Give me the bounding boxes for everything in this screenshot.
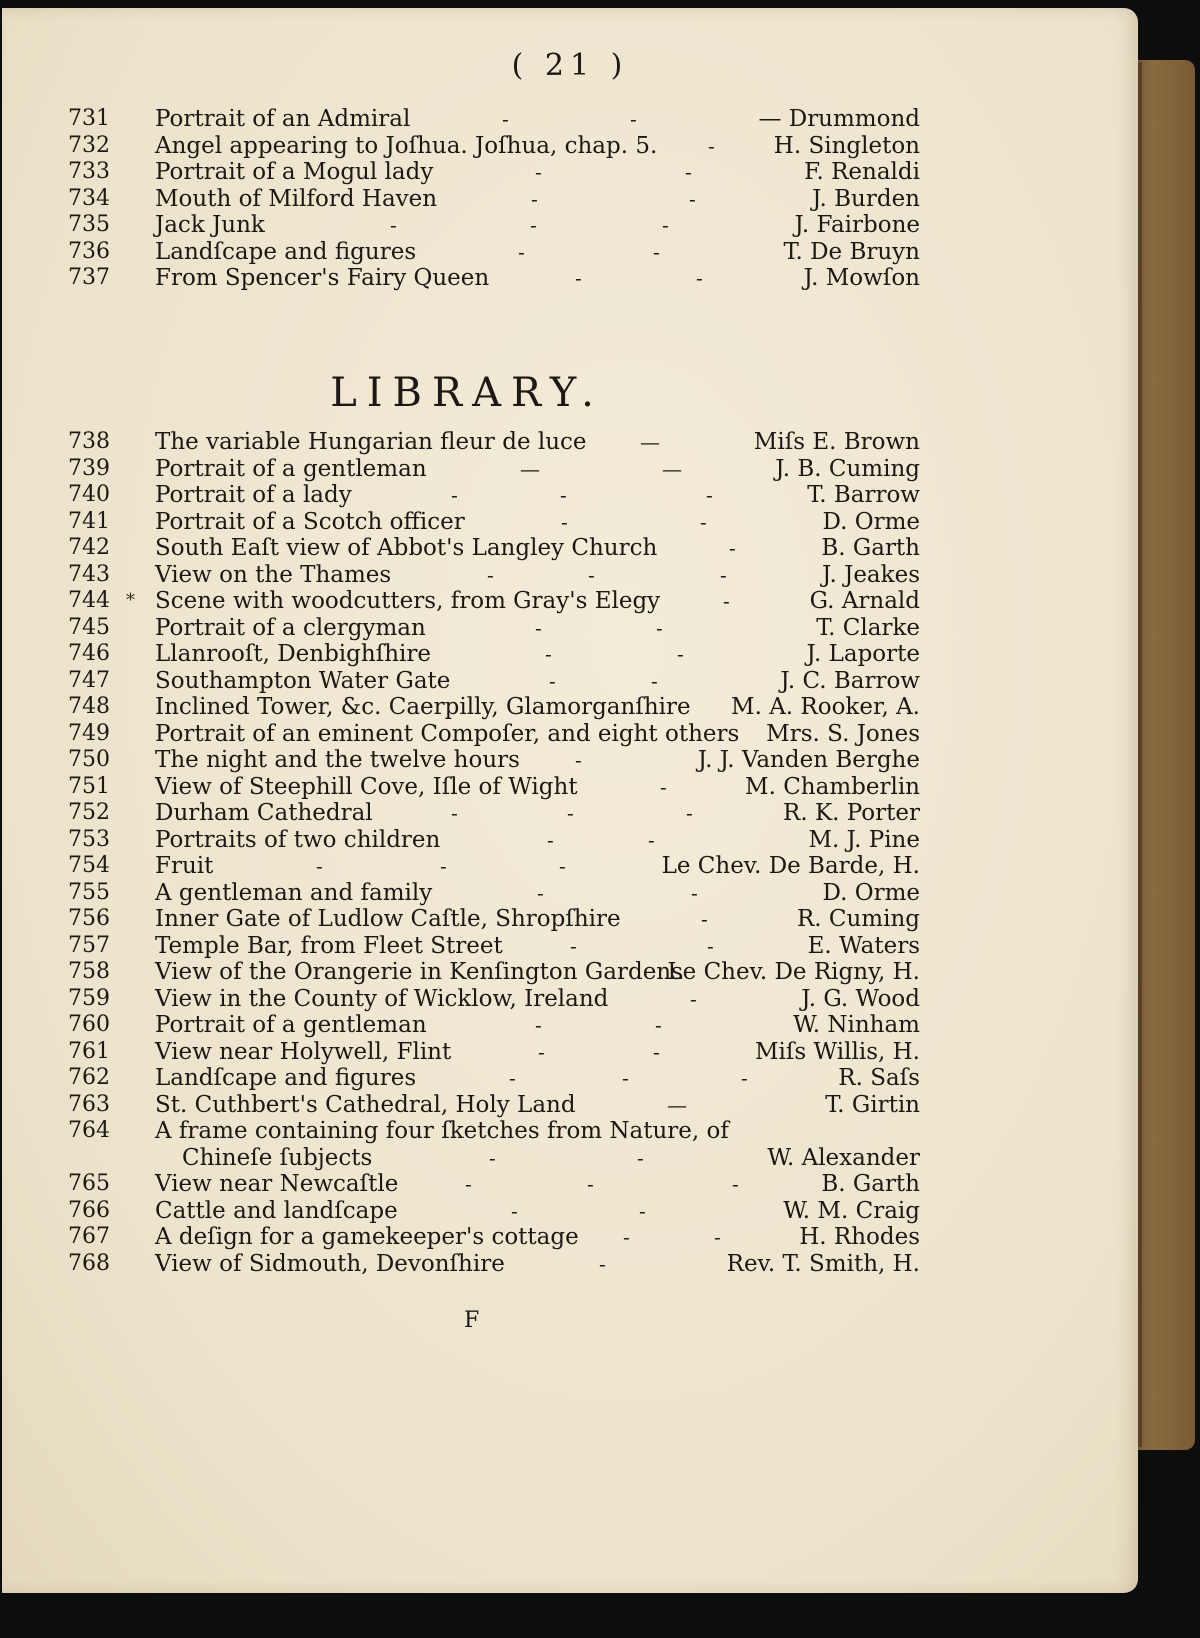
entry-artist: W. Ninham xyxy=(793,1012,920,1038)
entry-number: 762 xyxy=(68,1065,110,1090)
entry-artist: T. Barrow xyxy=(807,482,920,508)
entry-number: 766 xyxy=(68,1197,110,1223)
catalogue-entry xyxy=(2,265,1138,292)
entry-number: 761 xyxy=(68,1038,110,1064)
leader-dash: - xyxy=(451,801,458,825)
leader-dash: - xyxy=(662,213,669,237)
entry-number: 765 xyxy=(68,1171,110,1196)
leader-dash: - xyxy=(639,1198,646,1223)
catalogue-entry xyxy=(2,159,1138,186)
entry-title: Portrait of a gentleman xyxy=(155,455,427,482)
entry-title: Chineſe ſubjects xyxy=(182,1144,373,1171)
leader-dash: - xyxy=(630,107,637,131)
entry-artist: Mrs. S. Jones xyxy=(766,720,920,747)
entry-number: 740 xyxy=(68,482,110,507)
leader-dash: - xyxy=(518,239,525,264)
leader-dash: - xyxy=(575,748,582,772)
leader-dash: - xyxy=(689,186,696,211)
entry-artist: B. Garth xyxy=(821,535,920,561)
entry-title: View near Holywell, Flint xyxy=(155,1038,452,1065)
entry-number: 752 xyxy=(68,800,110,825)
entry-artist: Miſs E. Brown xyxy=(753,429,920,455)
entry-number: 767 xyxy=(68,1224,110,1249)
leader-dash: - xyxy=(390,213,397,237)
entry-number: 734 xyxy=(68,185,110,211)
leader-dash: - xyxy=(706,483,713,507)
catalogue-entry xyxy=(2,1171,1138,1198)
entry-artist: Rev. T. Smith, H. xyxy=(726,1250,920,1277)
entry-title: View of the Orangerie in Kenſington Gardens xyxy=(155,959,683,985)
leader-dash: - xyxy=(547,827,554,852)
catalogue-entry xyxy=(2,1092,1138,1119)
entry-list-library xyxy=(2,429,1138,1277)
section-heading: LIBRARY. xyxy=(330,370,604,416)
entry-title: The night and the twelve hours xyxy=(155,747,520,773)
leader-dash: — xyxy=(667,1092,687,1117)
leader-dash: - xyxy=(538,1039,545,1064)
entry-number: 757 xyxy=(68,932,110,958)
entry-title: View in the County of Wicklow, Ireland xyxy=(155,985,609,1012)
catalogue-entry xyxy=(2,509,1138,536)
entry-artist: G. Arnald xyxy=(809,588,920,614)
entry-artist: J. Jeakes xyxy=(822,561,920,588)
leader-dash: - xyxy=(714,1225,721,1249)
entry-artist: H. Rhodes xyxy=(799,1224,920,1250)
entry-number: 748 xyxy=(68,694,110,719)
entry-artist: Le Chev. De Barde, H. xyxy=(661,853,920,879)
entry-artist: F. Renaldi xyxy=(804,159,920,185)
catalogue-entry xyxy=(2,615,1138,642)
entry-title: Portrait of an Admiral xyxy=(155,106,411,132)
leader-dash: - xyxy=(708,133,715,158)
leader-dash: - xyxy=(696,266,703,290)
leader-dash: - xyxy=(655,1013,662,1037)
leader-dash: — xyxy=(640,430,660,454)
entry-title: Landſcape and figures xyxy=(155,1065,417,1091)
catalogue-entry xyxy=(2,239,1138,266)
leader-dash: - xyxy=(530,213,537,237)
entry-number: 746 xyxy=(68,641,110,666)
entry-list-top xyxy=(2,106,1138,292)
leader-dash: - xyxy=(690,986,697,1011)
entry-title: Portrait of a Scotch officer xyxy=(155,508,465,535)
signature-mark: F xyxy=(464,1308,480,1333)
leader-dash: - xyxy=(700,509,707,534)
catalogue-entry xyxy=(2,747,1138,774)
entry-number: 743 xyxy=(68,561,110,587)
catalogue-entry xyxy=(2,1251,1138,1278)
entry-title: Mouth of Milford Haven xyxy=(155,185,438,212)
leader-dash: - xyxy=(502,107,509,131)
catalogue-entry xyxy=(2,986,1138,1013)
leader-dash: - xyxy=(729,536,736,560)
leader-dash: - xyxy=(559,854,566,878)
leader-dash: - xyxy=(440,854,447,878)
entry-title: Southampton Water Gate xyxy=(155,667,451,694)
entry-number: 758 xyxy=(68,959,110,984)
entry-artist: — Drummond xyxy=(758,106,920,132)
entry-asterisk: * xyxy=(126,590,135,611)
entry-number: 763 xyxy=(68,1091,110,1117)
catalogue-entry xyxy=(2,588,1138,615)
catalogue-entry xyxy=(2,694,1138,721)
entry-title: Portrait of a Mogul lady xyxy=(155,159,434,185)
catalogue-entry xyxy=(2,1012,1138,1039)
entry-number: 732 xyxy=(68,132,110,158)
leader-dash: - xyxy=(686,801,693,825)
entry-number: 735 xyxy=(68,212,110,237)
leader-dash: - xyxy=(535,160,542,184)
entry-title: A deſign for a gamekeeper's cottage xyxy=(155,1224,579,1250)
entry-title: A gentleman and family xyxy=(155,879,433,906)
entry-number: 755 xyxy=(68,879,110,905)
catalogue-entry xyxy=(2,800,1138,827)
leader-dash: - xyxy=(537,880,544,905)
entry-number: 764 xyxy=(68,1118,110,1143)
leader-dash: - xyxy=(316,854,323,878)
leader-dash: - xyxy=(720,562,727,587)
catalogue-entry xyxy=(2,668,1138,695)
entry-number: 741 xyxy=(68,508,110,534)
entry-number: 760 xyxy=(68,1012,110,1037)
entry-number: 759 xyxy=(68,985,110,1011)
leader-dash: - xyxy=(599,1251,606,1276)
entry-artist: J. Laporte xyxy=(806,641,920,667)
leader-dash: - xyxy=(509,1066,516,1090)
catalogue-entry xyxy=(2,1198,1138,1225)
catalogue-entry xyxy=(2,456,1138,483)
entry-artist: J. G. Wood xyxy=(801,985,920,1012)
entry-artist: T. Clarke xyxy=(816,614,920,641)
catalogue-entry xyxy=(2,853,1138,880)
entry-number: 750 xyxy=(68,747,110,772)
entry-title: View on the Thames xyxy=(155,561,392,588)
entry-number: 738 xyxy=(68,429,110,454)
catalogue-entry xyxy=(2,906,1138,933)
entry-title: View of Steephill Cove, Iſle of Wight xyxy=(155,773,578,800)
catalogue-entry xyxy=(2,641,1138,668)
entry-title: Jack Junk xyxy=(155,212,265,238)
leader-dash: - xyxy=(487,562,494,587)
entry-number: 753 xyxy=(68,826,110,852)
entry-number: 751 xyxy=(68,773,110,799)
entry-number: 744 xyxy=(68,588,110,613)
entry-artist: R. Saſs xyxy=(838,1065,920,1091)
catalogue-entry xyxy=(2,106,1138,133)
entry-title: Portrait of a gentleman xyxy=(155,1012,427,1038)
leader-dash: - xyxy=(560,483,567,507)
entry-number: 747 xyxy=(68,667,110,693)
entry-artist: M. Chamberlin xyxy=(745,773,920,800)
leader-dash: - xyxy=(653,1039,660,1064)
catalogue-entry xyxy=(2,933,1138,960)
leader-dash: - xyxy=(691,880,698,905)
leader-dash: - xyxy=(531,186,538,211)
leader-dash: - xyxy=(623,1225,630,1249)
catalogue-entry xyxy=(2,959,1138,986)
entry-artist: R. K. Porter xyxy=(783,800,920,826)
leader-dash: - xyxy=(535,615,542,640)
entry-title: Temple Bar, from Fleet Street xyxy=(155,932,503,959)
entry-title: Portrait of a lady xyxy=(155,482,352,508)
entry-title: Fruit xyxy=(155,853,214,879)
catalogue-entry xyxy=(2,1039,1138,1066)
entry-title: Llanrooſt, Denbighſhire xyxy=(155,641,431,667)
entry-number: 754 xyxy=(68,853,110,878)
entry-artist: J. Fairbone xyxy=(794,212,920,238)
entry-number: 768 xyxy=(68,1250,110,1276)
catalogue-page xyxy=(2,8,1138,1593)
catalogue-entry xyxy=(2,1145,1138,1172)
entry-artist: J. B. Cuming xyxy=(775,455,920,482)
entry-artist: T. Girtin xyxy=(825,1091,920,1118)
catalogue-entry xyxy=(2,482,1138,509)
leader-dash: - xyxy=(637,1145,644,1170)
leader-dash: - xyxy=(723,589,730,613)
leader-dash: - xyxy=(732,1172,739,1196)
entry-artist: D. Orme xyxy=(822,508,920,535)
entry-artist: W. M. Craig xyxy=(783,1197,920,1224)
entry-artist: W. Alexander xyxy=(767,1144,920,1171)
entry-artist: J. J. Vanden Berghe xyxy=(697,747,920,773)
catalogue-entry xyxy=(2,1065,1138,1092)
entry-number: 733 xyxy=(68,159,110,184)
entry-artist: M. J. Pine xyxy=(808,826,920,853)
catalogue-entry xyxy=(2,721,1138,748)
entry-title: View of Sidmouth, Devonſhire xyxy=(155,1250,505,1277)
entry-title: Durham Cathedral xyxy=(155,800,373,826)
entry-artist: E. Waters xyxy=(807,932,920,959)
entry-artist: Le Chev. De Rigny, H. xyxy=(667,959,920,985)
catalogue-entry xyxy=(2,774,1138,801)
catalogue-entry xyxy=(2,1118,1138,1145)
leader-dash: - xyxy=(587,1172,594,1196)
leader-dash: - xyxy=(451,483,458,507)
entry-number: 736 xyxy=(68,238,110,264)
entry-title: Scene with woodcutters, from Gray's Elegy xyxy=(155,588,661,614)
entry-title: Portrait of a clergyman xyxy=(155,614,426,641)
entry-number: 745 xyxy=(68,614,110,640)
catalogue-entry xyxy=(2,212,1138,239)
leader-dash: - xyxy=(741,1066,748,1090)
leader-dash: - xyxy=(489,1145,496,1170)
leader-dash: — xyxy=(520,456,540,481)
entry-title: Portraits of two children xyxy=(155,826,441,853)
leader-dash: - xyxy=(511,1198,518,1223)
entry-number: 737 xyxy=(68,265,110,290)
entry-title: Cattle and landſcape xyxy=(155,1197,398,1224)
leader-dash: - xyxy=(465,1172,472,1196)
entry-artist: D. Orme xyxy=(822,879,920,906)
entry-title: A frame containing four ſketches from Nature, of xyxy=(155,1118,729,1144)
catalogue-entry xyxy=(2,1224,1138,1251)
leader-dash: - xyxy=(701,907,708,931)
entry-number: 756 xyxy=(68,906,110,931)
page-number: ( 21 ) xyxy=(511,48,629,83)
catalogue-entry xyxy=(2,133,1138,160)
leader-dash: - xyxy=(648,827,655,852)
leader-dash: - xyxy=(535,1013,542,1037)
catalogue-entry xyxy=(2,535,1138,562)
entry-title: The variable Hungarian fleur de luce xyxy=(155,429,587,455)
leader-dash: - xyxy=(656,615,663,640)
leader-dash: - xyxy=(545,642,552,666)
leader-dash: - xyxy=(561,509,568,534)
leader-dash: - xyxy=(588,562,595,587)
leader-dash: - xyxy=(622,1066,629,1090)
leader-dash: - xyxy=(570,933,577,958)
leader-dash: - xyxy=(707,933,714,958)
entry-artist: H. Singleton xyxy=(773,132,920,159)
entry-title: South Eaſt view of Abbot's Langley Church xyxy=(155,535,658,561)
leader-dash: - xyxy=(653,239,660,264)
entry-artist: B. Garth xyxy=(821,1171,920,1197)
entry-artist: J. C. Barrow xyxy=(780,667,920,694)
leader-dash: - xyxy=(677,642,684,666)
entry-number: 749 xyxy=(68,720,110,746)
entry-number: 739 xyxy=(68,455,110,481)
leader-dash: - xyxy=(685,160,692,184)
catalogue-entry xyxy=(2,429,1138,456)
leader-dash: - xyxy=(549,668,556,693)
entry-title: Angel appearing to Joſhua. Joſhua, chap. 5. xyxy=(155,132,658,159)
catalogue-entry xyxy=(2,562,1138,589)
entry-artist: T. De Bruyn xyxy=(783,238,920,265)
leader-dash: - xyxy=(575,266,582,290)
leader-dash: - xyxy=(567,801,574,825)
leader-dash: — xyxy=(662,456,682,481)
entry-title: Inner Gate of Ludlow Caſtle, Shropſhire xyxy=(155,906,621,932)
entry-artist: J. Mowſon xyxy=(803,265,920,291)
entry-artist: J. Burden xyxy=(812,185,920,212)
catalogue-entry xyxy=(2,827,1138,854)
entry-number: 742 xyxy=(68,535,110,560)
catalogue-entry xyxy=(2,186,1138,213)
entry-title: St. Cuthbert's Cathedral, Holy Land xyxy=(155,1091,576,1118)
leader-dash: - xyxy=(651,668,658,693)
entry-title: View near Newcaſtle xyxy=(155,1171,399,1197)
entry-number: 731 xyxy=(68,106,110,131)
entry-title: From Spencer's Fairy Queen xyxy=(155,265,490,291)
catalogue-entry xyxy=(2,880,1138,907)
entry-artist: R. Cuming xyxy=(796,906,920,932)
entry-artist: Miſs Willis, H. xyxy=(755,1038,920,1065)
entry-artist: M. A. Rooker, A. xyxy=(731,694,920,720)
entry-title: Portrait of an eminent Compoſer, and eight others xyxy=(155,720,740,747)
entry-title: Inclined Tower, &c. Caerpilly, Glamorganſhire xyxy=(155,694,691,720)
entry-title: Landſcape and figures xyxy=(155,238,417,265)
leader-dash: - xyxy=(660,774,667,799)
